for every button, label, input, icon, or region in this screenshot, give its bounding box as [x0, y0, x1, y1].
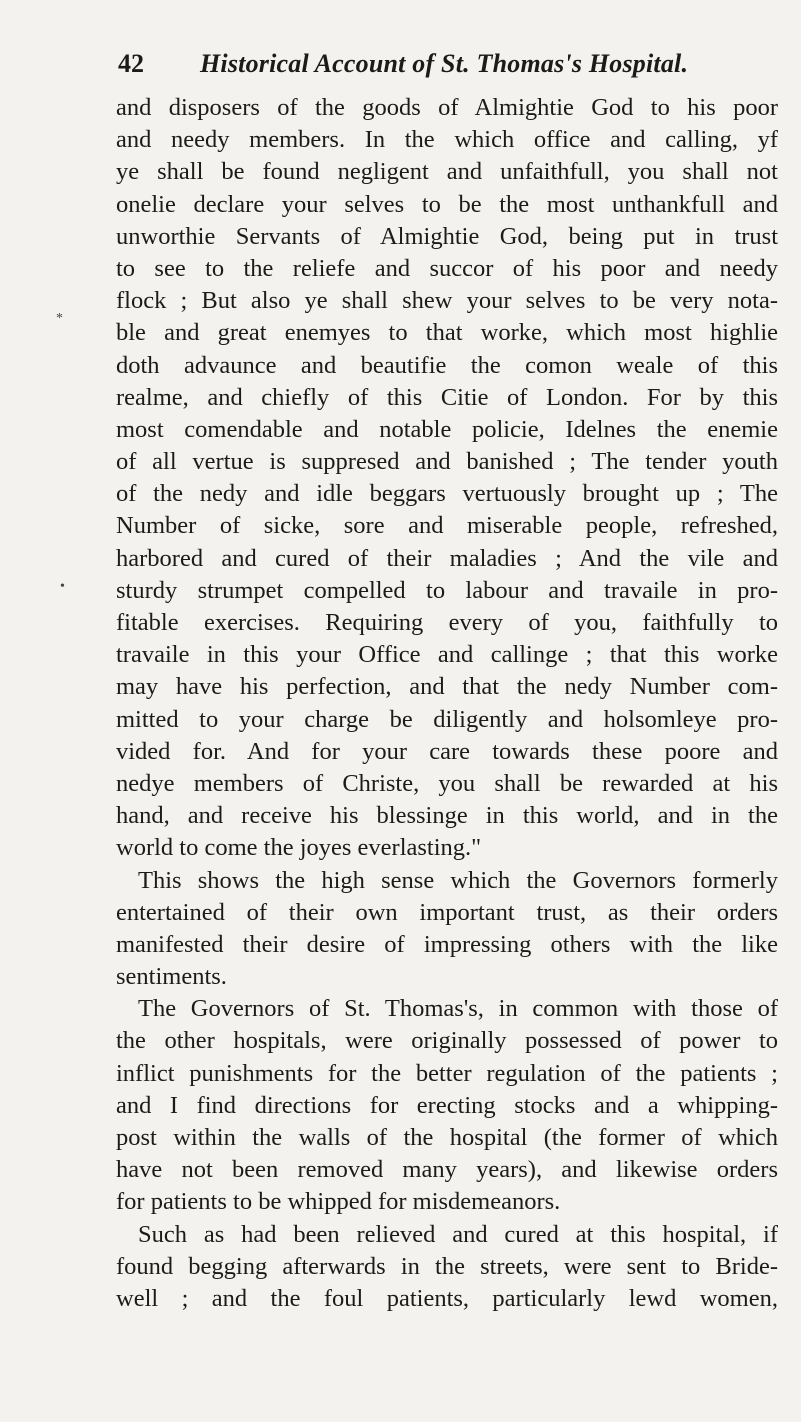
text-line: sentiments.	[116, 963, 227, 991]
text-line: manifested their desire of impressing others with the like	[116, 930, 778, 958]
text-line: mitted to your charge be diligently and holsomleye pro-	[116, 705, 778, 733]
text-line: vided for. And for your care towards these poore and	[116, 737, 778, 765]
text-line: The Governors of St. Thomas's, in common with those of	[138, 995, 778, 1023]
text-line: hand, and receive his blessinge in this world, and in the	[116, 802, 778, 830]
body-text	[116, 92, 778, 1315]
text-line: entertained of their own important trust, as their orders	[116, 898, 778, 926]
text-line: ye shall be found negligent and unfaithfull, you shall not	[116, 158, 778, 186]
text-line: most comendable and notable policie, Idelnes the enemie	[116, 415, 778, 443]
text-line: unworthie Servants of Almightie God, being put in trust	[116, 222, 778, 250]
text-line: onelie declare your selves to be the most unthankfull and	[116, 190, 778, 218]
text-line: found begging afterwards in the streets, were sent to Bride-	[116, 1252, 778, 1280]
text-line: realme, and chiefly of this Citie of London. For by this	[116, 383, 778, 411]
text-line: post within the walls of the hospital (the former of which	[116, 1124, 778, 1151]
page-header	[118, 44, 758, 84]
text-line: This shows the high sense which the Governors formerly	[138, 866, 778, 894]
page-number: 42	[118, 49, 144, 78]
text-line: Such as had been relieved and cured at this hospital, if	[138, 1220, 778, 1248]
running-head: Historical Account of St. Thomas's Hospital.	[200, 49, 689, 78]
text-line: for patients to be whipped for misdemeanors.	[116, 1188, 561, 1216]
text-line: have not been removed many years), and likewise orders	[116, 1156, 778, 1184]
text-line: and disposers of the goods of Almightie God to his poor	[116, 94, 778, 121]
margin-mark: •	[60, 579, 65, 594]
text-line: to see to the reliefe and succor of his poor and needy	[116, 254, 778, 282]
text-line: nedye members of Christe, you shall be rewarded at his	[116, 769, 778, 797]
text-line: flock ; But also ye shall shew your selves to be very nota-	[116, 287, 778, 315]
text-line: well ; and the foul patients, particularly lewd women,	[116, 1284, 778, 1312]
text-line: doth advaunce and beautifie the comon weale of this	[116, 351, 778, 379]
margin-mark: *	[56, 311, 63, 326]
text-line: harbored and cured of their maladies ; And the vile and	[116, 544, 778, 572]
text-line: and I find directions for erecting stocks and a whipping-	[116, 1091, 778, 1119]
text-line: Number of sicke, sore and miserable people, refreshed,	[116, 512, 778, 540]
text-line: of the nedy and idle beggars vertuously brought up ; The	[116, 480, 778, 508]
text-line: the other hospitals, were originally possessed of power to	[116, 1027, 778, 1055]
text-line: of all vertue is suppresed and banished ; The tender youth	[116, 448, 778, 476]
text-line: ble and great enemyes to that worke, which most highlie	[116, 319, 778, 347]
text-line: travaile in this your Office and callinge ; that this worke	[116, 641, 778, 669]
text-line: fitable exercises. Requiring every of you, faithfully to	[116, 609, 778, 636]
text-line: and needy members. In the which office and calling, yf	[116, 126, 778, 154]
text-line: inflict punishments for the better regulation of the patients ;	[116, 1059, 778, 1087]
text-line: world to come the joyes everlasting."	[116, 834, 482, 862]
text-line: sturdy strumpet compelled to labour and travaile in pro-	[116, 576, 778, 604]
text-line: may have his perfection, and that the nedy Number com-	[116, 673, 778, 701]
